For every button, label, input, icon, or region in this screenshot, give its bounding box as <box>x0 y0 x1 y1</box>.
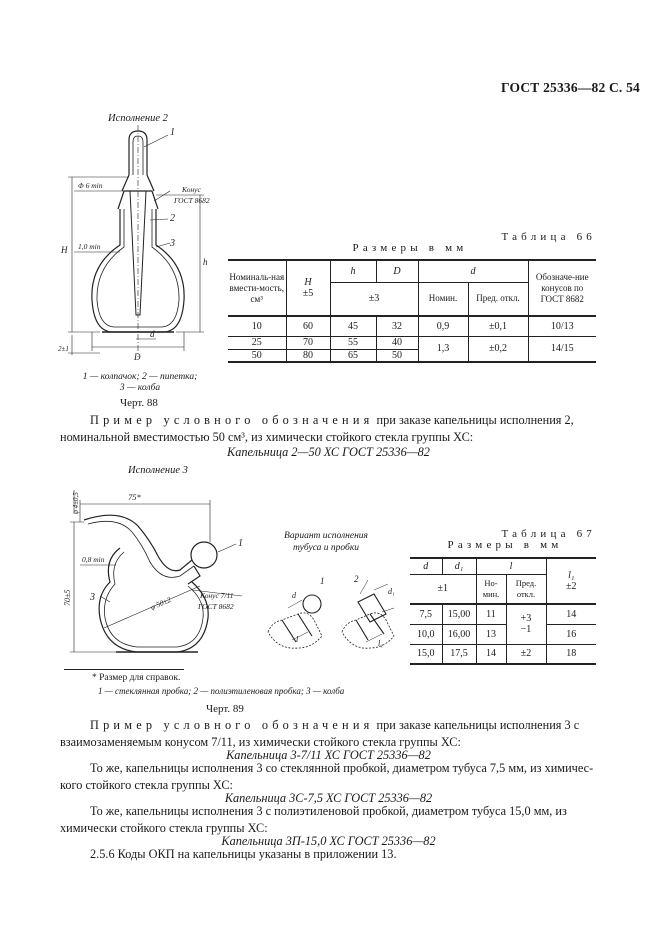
t67-cell: 7,5 <box>410 604 442 624</box>
variant-label-l1: l₁ <box>378 639 384 648</box>
fig89-title: Исполнение 3 <box>128 465 188 476</box>
t66-cell: 50 <box>228 349 286 362</box>
variant-title-1: Вариант исполнения <box>284 531 368 541</box>
t66-head-pred: Пред. откл. <box>468 282 528 316</box>
t66-cell: 60 <box>286 316 330 336</box>
t67-cell: 16,00 <box>442 624 476 644</box>
fig89-stopper <box>191 542 217 568</box>
variant-glass-stopper <box>303 595 321 613</box>
t67-head-d1: d₁ <box>442 558 476 574</box>
t67-head-nomin: Но-мин. <box>476 574 506 604</box>
t66-cell: ±0,2 <box>468 336 528 362</box>
fig88-label-d: d <box>150 329 155 339</box>
fig89-drawing <box>60 478 260 666</box>
t67-cell: 16 <box>546 624 596 644</box>
fig88-label-H: H <box>61 245 68 255</box>
t66-cell: 32 <box>376 316 418 336</box>
fig89-name: Черт. 89 <box>206 703 244 715</box>
fig88-pipette <box>130 191 146 315</box>
t66-cell: ±0,1 <box>468 316 528 336</box>
paragraph-5: 2.5.6 Коды ОКП на капельницы указаны в приложении 13. <box>90 847 397 861</box>
t66-cell: 1,3 <box>418 336 468 362</box>
t66-cell: 55 <box>330 336 376 349</box>
t66-cell: 10/13 <box>528 316 596 336</box>
fig89-legend: 1 — стеклянная пробка; 2 — полиэтиленовая пробка; 3 — колба <box>98 686 345 696</box>
fig88-title: Исполнение 2 <box>108 113 168 124</box>
variant-drawing <box>262 570 402 656</box>
t66-cell: 65 <box>330 349 376 362</box>
t67-cell: 14 <box>546 604 596 624</box>
paragraph-4: То же, капельницы исполнения 3 с полиэтиленовой пробкой, диаметром тубуса 15,0 мм, из химически стойкого стекла группы ХС: <box>60 804 567 835</box>
page-header: ГОСТ 25336—82 С. 54 <box>501 80 640 95</box>
fig88-callout-2: 2 <box>170 213 175 224</box>
t67-cell: ±2 <box>506 644 546 664</box>
t67-cell: 17,5 <box>442 644 476 664</box>
footnote-rule <box>64 669 184 670</box>
t66-cell: 0,9 <box>418 316 468 336</box>
fig88-label-phi6: Φ 6 min <box>78 181 103 190</box>
t66-head-H: H ±5 <box>286 260 330 316</box>
fig88-label-gost: ГОСТ 8682 <box>174 196 210 205</box>
t66-cell: 25 <box>228 336 286 349</box>
fig88-legend-2: 3 — колба <box>119 383 161 393</box>
fig88-legend-1: 1 — колпачок; 2 — пипетка; <box>82 372 198 382</box>
footnote-1: * Размер для справок. <box>92 673 181 683</box>
t67-cell: 10,0 <box>410 624 442 644</box>
t66-cell: 70 <box>286 336 330 349</box>
variant-callout-1: 1 <box>320 576 325 586</box>
t67-head-d: d <box>410 558 442 574</box>
table-row <box>228 316 596 336</box>
fig88-label-konus: Конус <box>182 185 201 194</box>
fig89-callout-1: 1 <box>238 538 243 549</box>
t66-head-hD-tol: ±3 <box>330 282 418 316</box>
fig88-label-wall: 1,0 min <box>78 242 101 251</box>
t67-cell-pred: +3 −1 <box>506 604 546 644</box>
t67-head-tol: ±1 <box>410 574 476 604</box>
designation-4: Капельница 3П-15,0 ХС ГОСТ 25336—82 <box>221 834 436 848</box>
table66 <box>228 259 596 363</box>
fig89-label-wall: 0,8 min <box>82 555 105 564</box>
table67-title: Таблица 67 <box>501 528 596 540</box>
fig89-label-gost: ГОСТ 8682 <box>198 602 234 611</box>
table66-title: Таблица 66 <box>501 231 596 243</box>
variant-label-d1: d₁ <box>388 587 395 596</box>
variant-title-2: тубуса и пробки <box>292 543 360 553</box>
t66-cell: 50 <box>376 349 418 362</box>
variant-callout-2: 2 <box>354 574 359 584</box>
designation-2: Капельница 3-7/11 ХС ГОСТ 25336—82 <box>226 748 431 762</box>
fig88-callout-1: 1 <box>170 127 175 138</box>
t66-cell: 40 <box>376 336 418 349</box>
variant-label-d: d <box>292 591 296 600</box>
t67-cell: 11 <box>476 604 506 624</box>
table67 <box>410 557 596 665</box>
fig89-label-konus: Конус 7/11 <box>200 591 234 600</box>
fig88-label-tol: 2±1 <box>58 345 69 353</box>
t66-head-d: d <box>418 260 528 282</box>
fig88-label-h: h <box>203 257 208 267</box>
t66-cell: 14/15 <box>528 336 596 362</box>
fig88-drawing <box>50 125 230 375</box>
table-row <box>228 336 596 349</box>
fig88-label-D: D <box>134 352 141 362</box>
designation-3: Капельница 3С-7,5 ХС ГОСТ 25336—82 <box>224 791 433 805</box>
t66-head-h: h <box>330 260 376 282</box>
t66-cell: 45 <box>330 316 376 336</box>
paragraph-3: То же, капельницы исполнения 3 со стеклянной пробкой, диаметром тубуса 7,5 мм, из химичес- кого стойкого стекла группы ХС: <box>60 761 594 792</box>
t67-cell: 15,0 <box>410 644 442 664</box>
t67-head-l: l <box>476 558 546 574</box>
designation-1: Капельница 2—50 ХС ГОСТ 25336—82 <box>227 445 430 459</box>
t67-cell: 13 <box>476 624 506 644</box>
fig89-label-dia: φ 50±2 <box>149 594 173 612</box>
table66-subtitle: Размеры в мм <box>352 242 468 254</box>
t67-cell: 18 <box>546 644 596 664</box>
table-row <box>410 644 596 664</box>
t66-cell: 80 <box>286 349 330 362</box>
paragraph-2: Пример условного обозначения при заказе капельницы исполнения 3 с взаимозаменяемым конусом 7/11, из химически стойкого стекла группы ХС: <box>60 718 580 749</box>
variant-label-l: l <box>296 635 299 644</box>
fig88-callout-3: 3 <box>170 238 175 249</box>
t67-cell: 14 <box>476 644 506 664</box>
fig89-label-75: 75* <box>128 492 141 502</box>
t66-head-nomin: Номин. <box>418 282 468 316</box>
t67-head-l1: l₁ ±2 <box>546 558 596 604</box>
paragraph-1: Пример условного обозначения при заказе капельницы исполнения 2, номинальной вместимостью 50 см³, из химически стойкого стекла группы ХС: <box>60 413 574 444</box>
t66-head-D: D <box>376 260 418 282</box>
t66-head-nominal: Номиналь-ная вмести-мость, см³ <box>228 260 286 316</box>
table-row <box>410 604 596 624</box>
fig89-label-phi: φ 4±0,5 <box>72 492 80 514</box>
table-row <box>410 624 596 644</box>
t66-cell: 10 <box>228 316 286 336</box>
fig89-label-height: 70±5 <box>63 589 72 606</box>
fig89-callout-3: 3 <box>90 592 95 603</box>
t67-head-pred: Пред. откл. <box>506 574 546 604</box>
t66-head-cone: Обозначе-ние конусов по ГОСТ 8682 <box>528 260 596 316</box>
table67-subtitle: Размеры в мм <box>447 539 563 551</box>
fig88-name: Черт. 88 <box>120 397 158 409</box>
t67-cell: 15,00 <box>442 604 476 624</box>
